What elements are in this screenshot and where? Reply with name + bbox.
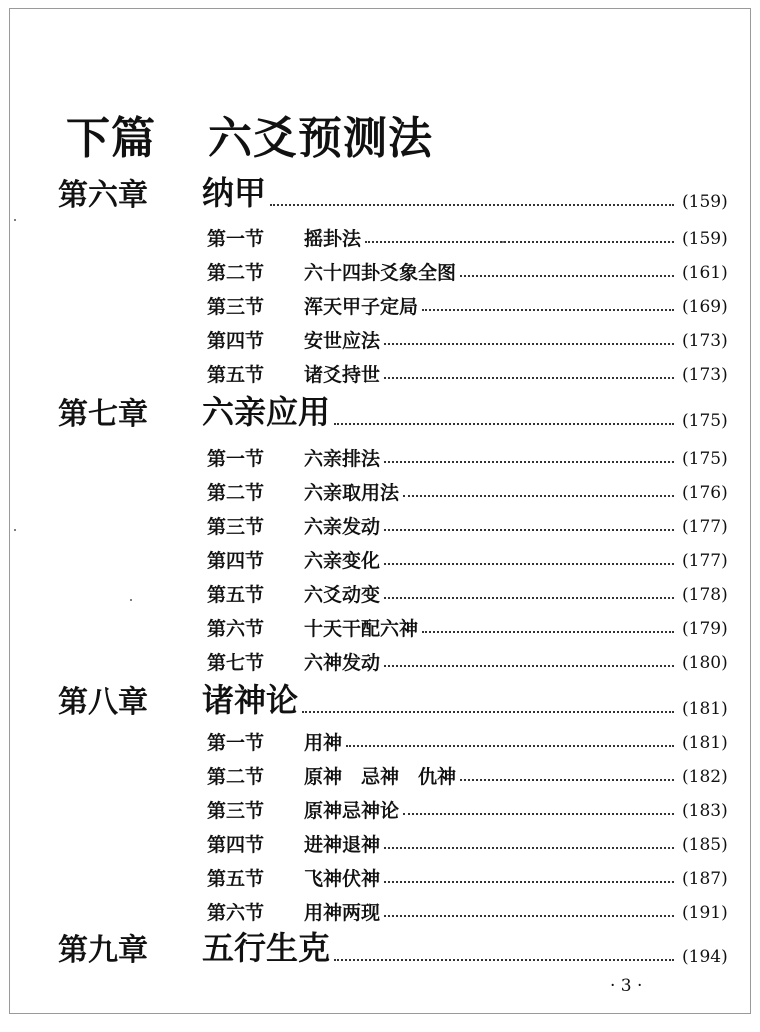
section-label: 第六节: [207, 618, 265, 640]
section-title: 六亲发动: [304, 516, 381, 538]
toc-section-7-3[interactable]: [10, 505, 750, 539]
page-number: (178): [682, 585, 728, 605]
page-number: (177): [682, 551, 728, 571]
leader-dots: [384, 343, 674, 345]
section-label: 第二节: [207, 766, 265, 788]
toc-section-8-4[interactable]: [10, 823, 750, 857]
toc-section-6-3[interactable]: [10, 285, 750, 319]
section-label: 第五节: [207, 364, 265, 386]
chapter-title: 六亲应用: [202, 393, 331, 431]
page-number: (175): [682, 411, 728, 431]
toc-chapter-9[interactable]: [10, 929, 750, 969]
toc-chapter-6[interactable]: [10, 174, 750, 214]
section-label: 第二节: [207, 482, 265, 504]
leader-dots: [384, 881, 674, 883]
leader-dots: [384, 563, 674, 565]
page-number: (187): [682, 869, 728, 889]
page-number: (183): [682, 801, 728, 821]
page-folio: · 3 ·: [610, 976, 643, 996]
part-label: 下篇: [66, 113, 156, 164]
toc-section-6-5[interactable]: [10, 353, 750, 387]
scan-speck: [14, 219, 16, 221]
page-number: (175): [682, 449, 728, 469]
chapter-label: 第七章: [58, 397, 148, 432]
section-label: 第五节: [207, 868, 265, 890]
section-label: 第六节: [207, 902, 265, 924]
leader-dots: [384, 847, 674, 849]
page-number: (159): [682, 192, 728, 212]
section-label: 第三节: [207, 296, 265, 318]
section-label: 第一节: [207, 732, 265, 754]
page-number: (173): [682, 365, 728, 385]
leader-dots: [460, 779, 674, 781]
section-label: 第一节: [207, 228, 265, 250]
leader-dots: [384, 915, 674, 917]
toc-section-7-6[interactable]: [10, 607, 750, 641]
section-title: 原神忌神论: [304, 800, 400, 822]
section-label: 第二节: [207, 262, 265, 284]
page-number: (180): [682, 653, 728, 673]
section-label: 第一节: [207, 448, 265, 470]
leader-dots: [334, 959, 674, 961]
page-number: (161): [682, 263, 728, 283]
toc-section-8-5[interactable]: [10, 857, 750, 891]
page-number: (179): [682, 619, 728, 639]
toc-section-7-2[interactable]: [10, 471, 750, 505]
section-label: 第四节: [207, 550, 265, 572]
section-label: 第五节: [207, 584, 265, 606]
section-title: 原神 忌神 仇神: [304, 766, 457, 788]
section-title: 十天干配六神: [304, 618, 419, 640]
leader-dots: [334, 423, 674, 425]
toc-section-7-5[interactable]: [10, 573, 750, 607]
leader-dots: [302, 711, 674, 713]
toc-section-7-1[interactable]: [10, 437, 750, 471]
section-title: 六亲排法: [304, 448, 381, 470]
toc-section-6-4[interactable]: [10, 319, 750, 353]
scan-speck: [502, 241, 504, 243]
chapter-title: 五行生克: [202, 929, 331, 967]
leader-dots: [403, 813, 674, 815]
page-number: (173): [682, 331, 728, 351]
section-label: 第三节: [207, 516, 265, 538]
section-title: 六神发动: [304, 652, 381, 674]
section-label: 第七节: [207, 652, 265, 674]
page-number: (181): [682, 699, 728, 719]
chapter-title: 诸神论: [202, 681, 299, 719]
leader-dots: [365, 241, 674, 243]
page-number: (182): [682, 767, 728, 787]
scan-speck: [130, 599, 132, 601]
section-label: 第四节: [207, 834, 265, 856]
leader-dots: [384, 597, 674, 599]
chapter-title: 纳甲: [202, 174, 267, 212]
leader-dots: [422, 631, 674, 633]
chapter-label: 第六章: [58, 178, 148, 213]
page-number: (169): [682, 297, 728, 317]
section-title: 安世应法: [304, 330, 381, 352]
leader-dots: [460, 275, 674, 277]
part-heading: [66, 113, 433, 164]
section-title: 飞神伏神: [304, 868, 381, 890]
document-page: [9, 8, 751, 1014]
section-title: 进神退神: [304, 834, 381, 856]
chapter-label: 第八章: [58, 685, 148, 720]
toc-section-6-1[interactable]: [10, 217, 750, 251]
toc-section-7-7[interactable]: [10, 641, 750, 675]
section-title: 浑天甲子定局: [304, 296, 419, 318]
toc-section-6-2[interactable]: [10, 251, 750, 285]
toc-section-8-1[interactable]: [10, 721, 750, 755]
leader-dots: [346, 745, 674, 747]
section-title: 用神两现: [304, 902, 381, 924]
toc-section-8-6[interactable]: [10, 891, 750, 925]
page-number: (159): [682, 229, 728, 249]
scan-speck: [14, 529, 16, 531]
section-title: 六亲变化: [304, 550, 381, 572]
toc-chapter-7[interactable]: [10, 393, 750, 433]
section-title: 诸爻持世: [304, 364, 381, 386]
part-title: 六爻预测法: [208, 113, 433, 164]
toc-section-8-3[interactable]: [10, 789, 750, 823]
leader-dots: [422, 309, 674, 311]
page-number: (181): [682, 733, 728, 753]
leader-dots: [384, 529, 674, 531]
page-number: (176): [682, 483, 728, 503]
toc-section-7-4[interactable]: [10, 539, 750, 573]
page-number: (185): [682, 835, 728, 855]
leader-dots: [384, 377, 674, 379]
section-title: 六亲取用法: [304, 482, 400, 504]
chapter-label: 第九章: [58, 933, 148, 968]
leader-dots: [403, 495, 674, 497]
section-label: 第三节: [207, 800, 265, 822]
section-title: 六爻动变: [304, 584, 381, 606]
section-title: 摇卦法: [304, 228, 362, 250]
section-label: 第四节: [207, 330, 265, 352]
page-number: (177): [682, 517, 728, 537]
section-title: 用神: [304, 732, 343, 754]
leader-dots: [384, 665, 674, 667]
section-title: 六十四卦爻象全图: [304, 262, 457, 284]
toc-section-8-2[interactable]: [10, 755, 750, 789]
page-number: (194): [682, 947, 728, 967]
leader-dots: [270, 204, 674, 206]
page-number: (191): [682, 903, 728, 923]
leader-dots: [384, 461, 674, 463]
toc-chapter-8[interactable]: [10, 681, 750, 721]
